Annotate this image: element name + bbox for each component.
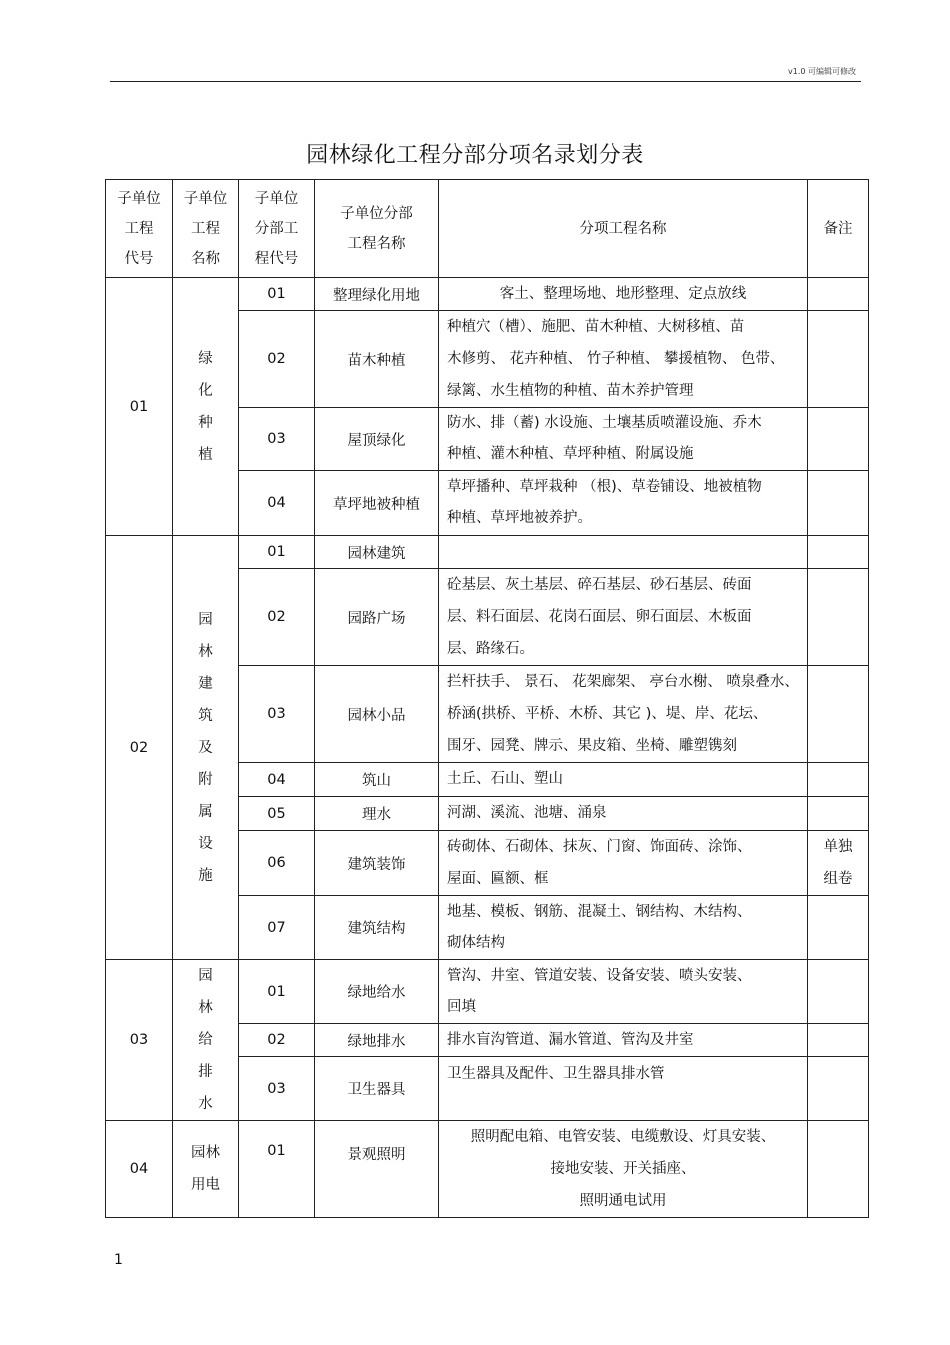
text-line: 用电: [191, 1177, 220, 1193]
text-line: 砌体结构: [447, 934, 505, 951]
text-line: 子单位: [254, 190, 299, 207]
text-line: 分部工: [254, 220, 299, 237]
text-line: 工程: [124, 220, 154, 237]
sub-code: 03: [239, 666, 315, 763]
unit-name: [173, 278, 239, 536]
sub-code: 03: [239, 1057, 315, 1121]
header-cell: [315, 180, 439, 278]
text-line: 砼基层、灰土基层、碎石基层、砂石基层、砖面: [447, 577, 752, 593]
text-line: 园: [198, 968, 213, 984]
items-cell: [439, 1057, 808, 1121]
note-cell: [808, 408, 869, 471]
page-title: 园林绿化工程分部分项名录划分表: [306, 143, 644, 168]
unit-code: 01: [106, 278, 173, 536]
text-line: 分项工程名称: [579, 220, 667, 237]
text-line: 木修剪、 花卉种植、 竹子种植、 攀援植物、 色带、: [447, 351, 785, 367]
sub-code: 02: [239, 311, 315, 408]
items-cell: [439, 471, 808, 536]
items-cell: [439, 1121, 808, 1218]
version-label: v1.0 可编辑可修改: [788, 67, 856, 76]
text-line: 工程: [191, 220, 220, 237]
note-cell: [808, 797, 869, 831]
text-line: 水: [198, 1096, 213, 1112]
text-line: 子单位分部: [340, 205, 413, 222]
text-line: 防水、排（蓄) 水设施、土壤基质喷灌设施、乔木: [447, 415, 762, 431]
unit-name: [173, 1121, 239, 1218]
note-cell: [808, 896, 869, 960]
sub-code: 07: [239, 896, 315, 960]
table-row: [106, 960, 869, 1024]
note-cell: [808, 278, 869, 311]
text-line: 排水盲沟管道、漏水管道、管沟及井室: [447, 1031, 694, 1048]
text-line: 绿: [198, 350, 213, 367]
text-line: 化: [198, 382, 213, 399]
sub-code: 03: [239, 408, 315, 471]
text-line: 筑: [198, 707, 213, 724]
text-line: 种植、草坪地被养护。: [447, 510, 592, 526]
table-row: [106, 1121, 869, 1218]
sub-name: 苗木种植: [315, 311, 439, 408]
sub-code: 01: [239, 1121, 315, 1218]
text-line: 土丘、石山、塑山: [447, 771, 563, 787]
header-cell: [173, 180, 239, 278]
sub-name: 建筑结构: [315, 896, 439, 960]
sub-name: 景观照明: [315, 1121, 439, 1218]
sub-code: 02: [239, 1024, 315, 1057]
header-cell: [439, 180, 808, 278]
text-line: 程代号: [254, 250, 299, 267]
text-line: 林: [198, 643, 213, 660]
sub-name: 整理绿化用地: [315, 278, 439, 311]
text-line: 卫生器具及配件、卫生器具排水管: [447, 1066, 665, 1082]
note-cell: [808, 1121, 869, 1218]
note-cell: [808, 763, 869, 797]
items-cell: [439, 311, 808, 408]
text-line: 代号: [124, 250, 154, 267]
text-line: 层、路缘石。: [447, 641, 534, 657]
note-cell: [808, 471, 869, 536]
table-header-row: [106, 180, 869, 278]
items-cell: [439, 408, 808, 471]
text-line: 管沟、井室、管道安装、设备安装、喷头安装、: [447, 967, 752, 984]
sub-name: 园路广场: [315, 569, 439, 666]
items-cell: [439, 960, 808, 1024]
sub-name: 绿地给水: [315, 960, 439, 1024]
text-line: 层、料石面层、花岗石面层、卵石面层、木板面: [447, 609, 752, 625]
unit-code: 02: [106, 536, 173, 960]
header-cell: [106, 180, 173, 278]
division-table: [105, 179, 869, 1218]
text-line: 属: [198, 803, 213, 820]
note-cell: [808, 569, 869, 666]
text-line: 围牙、园凳、牌示、果皮箱、坐椅、雕塑镌刻: [447, 738, 737, 754]
text-line: 接地安装、开关插座、: [550, 1161, 696, 1177]
sub-name: 筑山: [315, 763, 439, 797]
text-line: 回填: [447, 998, 476, 1015]
text-line: 及: [198, 739, 213, 756]
sub-name: 建筑装饰: [315, 831, 439, 896]
text-line: 子单位: [117, 190, 161, 207]
note-cell: [808, 1057, 869, 1121]
text-line: 园林: [191, 1145, 220, 1161]
sub-name: 理水: [315, 797, 439, 831]
note-cell: [808, 1024, 869, 1057]
items-cell: [439, 831, 808, 896]
text-line: 设: [198, 835, 213, 852]
sub-code: 01: [239, 536, 315, 569]
table-row: [106, 536, 869, 569]
text-line: 绿篱、水生植物的种植、苗木养护管理: [447, 383, 694, 399]
sub-code: 06: [239, 831, 315, 896]
text-line: 河湖、溪流、池塘、涌泉: [447, 805, 607, 821]
sub-code: 04: [239, 763, 315, 797]
text-line: 子单位: [183, 190, 228, 207]
items-cell: [439, 536, 808, 569]
table-row: [106, 278, 869, 311]
text-line: 种: [198, 414, 213, 431]
text-line: 林: [198, 1000, 213, 1016]
text-line: 施: [198, 867, 213, 884]
items-cell: [439, 1024, 808, 1057]
items-cell: [439, 666, 808, 763]
sub-name: 卫生器具: [315, 1057, 439, 1121]
note-cell: [808, 666, 869, 763]
text-line: 建: [198, 675, 213, 692]
text-line: 拦杆扶手、 景石、 花架廊架、 亭台水榭、 喷泉叠水、: [447, 674, 799, 690]
text-line: 种植、灌木种植、草坪种植、附属设施: [447, 446, 694, 462]
unit-code: 04: [106, 1121, 173, 1218]
text-line: 给: [198, 1032, 213, 1048]
note-cell: [808, 831, 869, 896]
text-line: 地基、模板、钢筋、混凝土、钢结构、木结构、: [447, 903, 752, 920]
header-cell: [239, 180, 315, 278]
items-cell: [439, 278, 808, 311]
sub-name: 园林建筑: [315, 536, 439, 569]
text-line: 排: [198, 1064, 213, 1080]
unit-code: 03: [106, 960, 173, 1121]
note-cell: [808, 960, 869, 1024]
items-cell: [439, 797, 808, 831]
sub-code: 01: [239, 960, 315, 1024]
note-cell: [808, 536, 869, 569]
text-line: 名称: [191, 250, 220, 267]
sub-code: 01: [239, 278, 315, 311]
sub-name: 屋顶绿化: [315, 408, 439, 471]
items-cell: [439, 896, 808, 960]
text-line: 客土、整理场地、地形整理、定点放线: [499, 285, 747, 302]
text-line: 屋面、匾额、框: [447, 871, 549, 887]
text-line: 组卷: [823, 871, 853, 887]
unit-name: [173, 960, 239, 1121]
text-line: 草坪播种、草坪栽种 （根)、草卷铺设、地被植物: [447, 479, 762, 495]
header-rule: [110, 81, 861, 82]
sub-name: 园林小品: [315, 666, 439, 763]
sub-code: 02: [239, 569, 315, 666]
text-line: 照明配电箱、电管安装、电缆敷设、灯具安装、: [470, 1129, 776, 1145]
text-line: 备注: [823, 220, 853, 237]
text-line: 砖砌体、石砌体、抹灰、门窗、饰面砖、涂饰、: [447, 839, 752, 855]
text-line: 单独: [823, 839, 853, 855]
items-cell: [439, 763, 808, 797]
sub-code: 05: [239, 797, 315, 831]
text-line: 工程名称: [347, 235, 406, 252]
text-line: 桥涵(拱桥、平桥、木桥、其它 )、堤、岸、花坛、: [447, 706, 768, 722]
sub-code: 04: [239, 471, 315, 536]
sub-name: 草坪地被种植: [315, 471, 439, 536]
unit-name: [173, 536, 239, 960]
items-cell: [439, 569, 808, 666]
page-number: 1: [114, 1252, 123, 1268]
note-cell: [808, 311, 869, 408]
text-line: 园: [198, 611, 213, 628]
text-line: 植: [198, 446, 213, 463]
header-cell: [808, 180, 869, 278]
text-line: 附: [198, 771, 213, 788]
text-line: 种植穴（槽）、施肥、苗木种植、大树移植、苗: [447, 319, 745, 335]
sub-name: 绿地排水: [315, 1024, 439, 1057]
text-line: 照明通电试用: [579, 1193, 667, 1209]
